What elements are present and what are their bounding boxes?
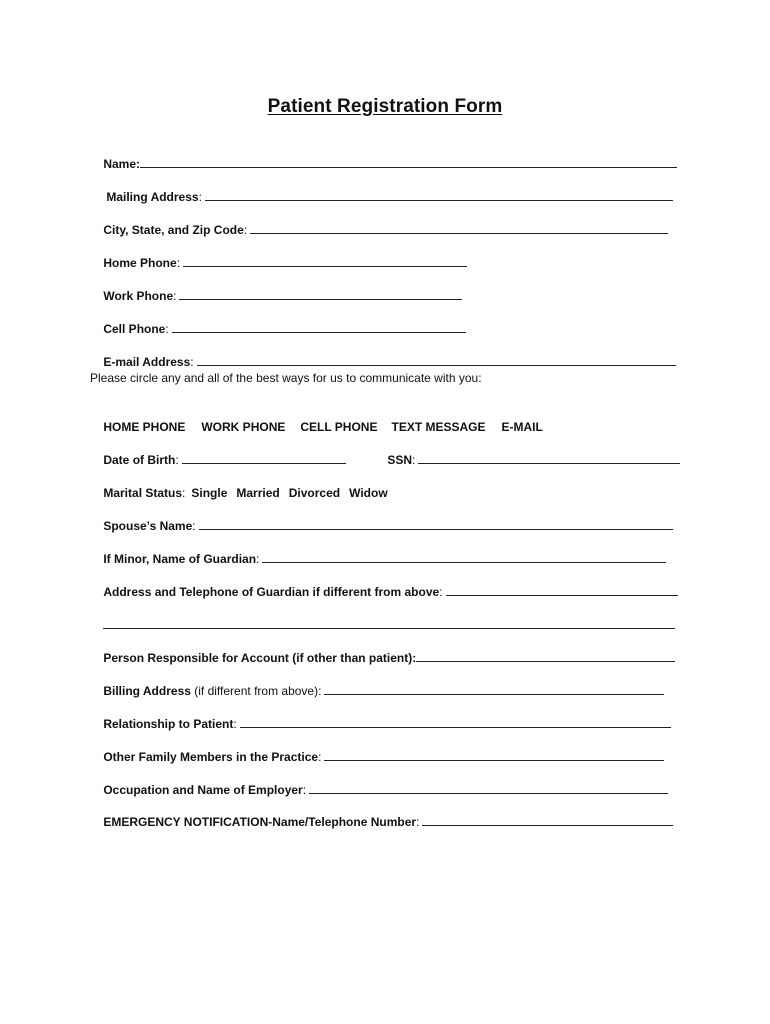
family-label: Other Family Members in the Practice: [103, 750, 319, 764]
ssn-label: SSN: [387, 453, 413, 467]
marital-option-widow[interactable]: Widow: [349, 486, 388, 500]
occupation-field[interactable]: [309, 782, 668, 794]
responsible-field[interactable]: [416, 650, 675, 662]
emergency-row: [90, 798, 673, 846]
mailing-label: Mailing Address: [106, 190, 199, 204]
email-field[interactable]: [197, 354, 676, 366]
billing-colon: :: [318, 684, 322, 698]
email-label: E-mail Address: [103, 355, 191, 369]
marital-option-divorced[interactable]: Divorced: [288, 486, 341, 500]
family-colon: :: [318, 750, 322, 764]
name-label: Name:: [103, 157, 141, 171]
dob-field[interactable]: [182, 452, 346, 464]
city-colon: :: [243, 223, 248, 237]
guardian-address-continuation-field[interactable]: [103, 617, 675, 629]
mailing-address-field[interactable]: [205, 189, 673, 201]
city-state-zip-field[interactable]: [250, 222, 668, 234]
occupation-colon: :: [302, 783, 307, 797]
marital-option-single[interactable]: Single: [191, 486, 228, 500]
emergency-colon: :: [416, 815, 420, 829]
form-title: Patient Registration Form: [267, 96, 503, 117]
billing-label: Billing Address: [103, 684, 191, 698]
spouse-name-field[interactable]: [199, 518, 673, 530]
guardian-address-colon: :: [439, 585, 443, 599]
cell-phone-colon: :: [165, 322, 169, 336]
home-phone-field[interactable]: [183, 255, 467, 267]
city-label: City, State, and Zip Code: [103, 223, 244, 237]
relationship-field[interactable]: [240, 716, 671, 728]
email-colon: :: [190, 355, 194, 369]
cell-phone-field[interactable]: [172, 321, 466, 333]
contact-option-cell-phone[interactable]: CELL PHONE: [300, 420, 378, 434]
relationship-colon: :: [233, 717, 237, 731]
dob-label: Date of Birth: [103, 453, 176, 467]
billing-address-field[interactable]: [324, 683, 664, 695]
work-phone-colon: :: [173, 289, 177, 303]
home-phone-label: Home Phone: [103, 256, 177, 270]
contact-option-text-message[interactable]: TEXT MESSAGE: [391, 420, 486, 434]
mailing-colon: :: [198, 190, 202, 204]
contact-option-work-phone[interactable]: WORK PHONE: [201, 420, 286, 434]
ssn-colon: :: [412, 453, 416, 467]
guardian-address-field[interactable]: [446, 584, 678, 596]
contact-option-home-phone[interactable]: HOME PHONE: [103, 420, 186, 434]
guardian-colon: :: [256, 552, 260, 566]
cell-phone-label: Cell Phone: [103, 322, 166, 336]
marital-label: Marital Status: [103, 486, 183, 500]
name-field[interactable]: [140, 156, 677, 168]
responsible-label: Person Responsible for Account (if other than patient):: [103, 651, 417, 665]
spouse-label: Spouse’s Name: [103, 519, 193, 533]
work-phone-label: Work Phone: [103, 289, 174, 303]
marital-colon: :: [182, 486, 186, 500]
dob-colon: :: [175, 453, 179, 467]
ssn-field[interactable]: [418, 452, 680, 464]
billing-note: (if different from above): [194, 684, 319, 698]
circle-instruction: Please circle any and all of the best ways for us to communicate with you:: [90, 371, 482, 385]
ssn-row: [374, 436, 680, 484]
spouse-colon: :: [192, 519, 196, 533]
contact-option-email[interactable]: E-MAIL: [501, 420, 543, 434]
guardian-name-field[interactable]: [262, 551, 666, 563]
home-phone-colon: :: [176, 256, 181, 270]
guardian-address-label: Address and Telephone of Guardian if different from above: [103, 585, 440, 599]
family-members-field[interactable]: [324, 749, 664, 761]
emergency-label: EMERGENCY NOTIFICATION-Name/Telephone Number: [103, 815, 417, 829]
emergency-field[interactable]: [422, 814, 673, 826]
work-phone-field[interactable]: [179, 288, 462, 300]
occupation-label: Occupation and Name of Employer: [103, 783, 303, 797]
guardian-label: If Minor, Name of Guardian: [103, 552, 257, 566]
marital-option-married[interactable]: Married: [236, 486, 280, 500]
relationship-label: Relationship to Patient: [103, 717, 234, 731]
